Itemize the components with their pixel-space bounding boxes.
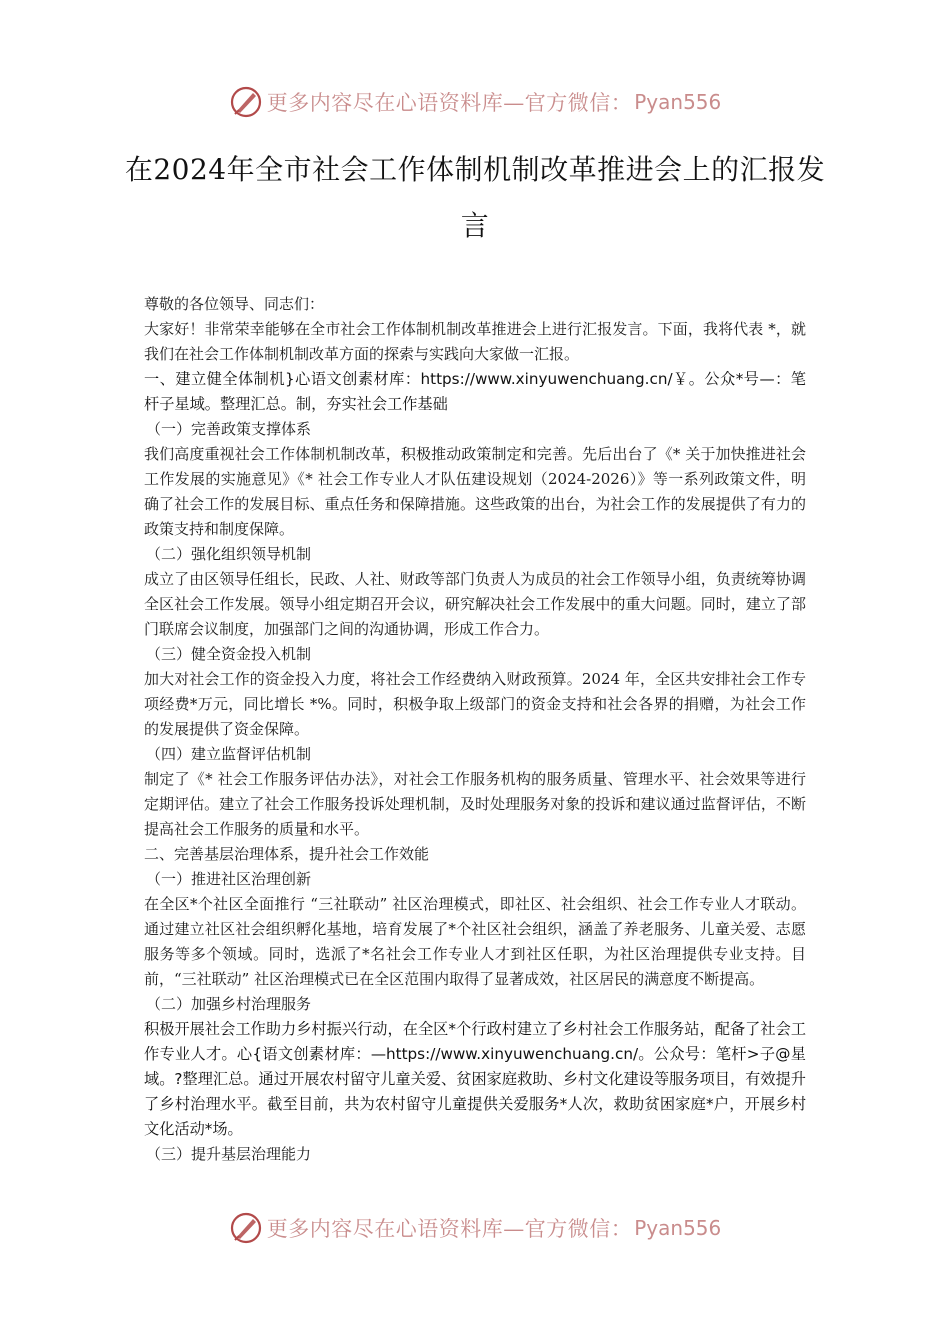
- quill-logo-icon: [229, 85, 263, 119]
- subheading: （二）加强乡村治理服务: [146, 995, 312, 1013]
- subheading: （二）强化组织领导机制: [146, 545, 312, 563]
- subheading: （三）提升基层治理能力: [146, 1145, 312, 1163]
- subheading: （四）建立监督评估机制: [146, 745, 312, 763]
- paragraph: 我们高度重视社会工作体制机制改革，积极推动政策制定和完善。先后出台了《* 关于加快推进社会工作发展的实施意见》《* 社会工作专业人才队伍建设规划（2024-2026）》等一系列政策文件，明确了社会工作的发展目标、重点任务和保障措施。这些政策的出台，为社会工作的发展提供了有力的政策支持和制度保障。: [144, 445, 806, 538]
- document-body: [144, 292, 806, 1167]
- footer-watermark: [0, 1208, 950, 1248]
- subheading: （一）推进社区治理创新: [146, 870, 312, 888]
- watermark-wechat-id: Pyan556: [634, 90, 722, 114]
- document-title: 在2024年全市社会工作体制机制改革推进会上的汇报发言: [124, 153, 826, 242]
- paragraph: 尊敬的各位领导、同志们：: [144, 295, 325, 313]
- watermark-wechat-id: Pyan556: [634, 1216, 722, 1240]
- section-heading: 二、完善基层治理体系，提升社会工作效能: [144, 845, 430, 863]
- paragraph: 在全区*个社区全面推行 “三社联动” 社区治理模式，即社区、社会组织、社会工作专业人才联动。通过建立社区社会组织孵化基地，培育发展了*个社区社会组织，涵盖了养老服务、儿童关爱、志愿服务等多个领域。同时，选派了*名社会工作专业人才到社区任职，为社区治理提供专业支持。目前，“三社联动” 社区治理模式已在全区范围内取得了显著成效，社区居民的满意度不断提高。: [144, 895, 806, 988]
- subheading: （一）完善政策支撑体系: [146, 420, 312, 438]
- watermark-text: 更多内容尽在心语资料库—官方微信：: [266, 1217, 633, 1241]
- quill-logo-icon: [229, 1211, 263, 1245]
- paragraph: 成立了由区领导任组长，民政、人社、财政等部门负责人为成员的社会工作领导小组，负责统筹协调全区社会工作发展。领导小组定期召开会议，研究解决社会工作发展中的重大问题。同时，建立了部门联席会议制度，加强部门之间的沟通协调，形成工作合力。: [144, 570, 806, 638]
- paragraph: 积极开展社会工作助力乡村振兴行动，在全区*个行政村建立了乡村社会工作服务站，配备了社会工作专业人才。心{语文创素材库：—https://www.xinyuwenchuang.cn/。公众号：笔杆>子@星域。?整理汇总。通过开展农村留守儿童关爱、贫困家庭救助、乡村文化建设等服务项目，有效提升了乡村治理水平。截至目前，共为农村留守儿童提供关爱服务*人次，救助贫困家庭*户，开展乡村文化活动*场。: [144, 1020, 806, 1138]
- watermark-text: 更多内容尽在心语资料库—官方微信：: [266, 91, 633, 115]
- header-watermark: [0, 82, 950, 122]
- paragraph: 大家好！非常荣幸能够在全市社会工作体制机制改革推进会上进行汇报发言。下面，我将代表 *，就我们在社会工作体制机制改革方面的探索与实践向大家做一汇报。: [144, 320, 806, 363]
- paragraph-section-heading: 一、建立健全体制机}心语文创素材库：https://www.xinyuwenchuang.cn/￥。公众*号—：笔杆子星域。整理汇总。制，夯实社会工作基础: [144, 370, 806, 413]
- paragraph: 加大对社会工作的资金投入力度，将社会工作经费纳入财政预算。2024 年，全区共安排社会工作专项经费*万元，同比增长 *%。同时，积极争取上级部门的资金支持和社会各界的捐赠，为社会工作的发展提供了资金保障。: [144, 670, 806, 738]
- subheading: （三）健全资金投入机制: [146, 645, 312, 663]
- paragraph: 制定了《* 社会工作服务评估办法》，对社会工作服务机构的服务质量、管理水平、社会效果等进行定期评估。建立了社会工作服务投诉处理机制，及时处理服务对象的投诉和建议通过监督评估，不断提高社会工作服务的质量和水平。: [144, 770, 806, 838]
